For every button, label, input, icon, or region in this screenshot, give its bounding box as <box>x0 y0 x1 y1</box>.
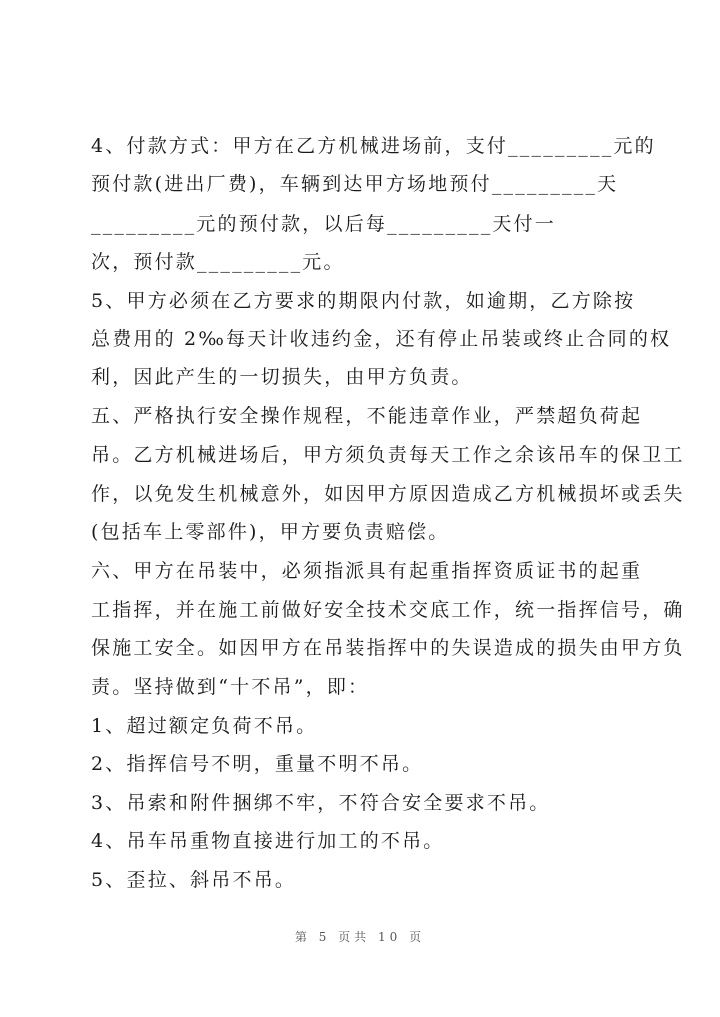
text-line: 2、指挥信号不明，重量不明不吊。 <box>91 753 424 775</box>
text-line: 预付款(进出厂费)，车辆到达甲方场地预付_________天 <box>91 173 619 195</box>
text-line: _________元的预付款，以后每_________天付一 <box>91 213 557 235</box>
text-line: 六、甲方在吊装中，必须指派具有起重指挥资质证书的起重 <box>91 560 643 582</box>
text-line: 五、严格执行安全操作规程，不能违章作业，严禁超负荷起 <box>91 405 643 427</box>
text-line: 3、吊索和附件捆绑不牢，不符合安全要求不吊。 <box>91 792 551 814</box>
page-number-footer: 第 5 页共 10 页 <box>294 930 426 944</box>
text-line: 作，以免发生机械意外，如因甲方原因造成乙方机械损坏或丢失 <box>91 483 685 505</box>
text-line: 利，因此产生的一切损失，由甲方负责。 <box>91 366 473 388</box>
text-line: 保施工安全。如因甲方在吊装指挥中的失误造成的损失由甲方负 <box>91 637 685 659</box>
text-line: 4、付款方式：甲方在乙方机械进场前，支付_________元的 <box>91 135 656 157</box>
text-line: 次，预付款_________元。 <box>91 251 345 273</box>
text-line: 1、超过额定负荷不吊。 <box>91 715 318 737</box>
text-line: 责。坚持做到“十不吊”，即： <box>91 676 370 698</box>
text-line: 4、吊车吊重物直接进行加工的不吊。 <box>91 830 445 852</box>
text-line: 5、歪拉、斜吊不吊。 <box>91 869 297 891</box>
text-line: (包括车上零部件)，甲方要负责赔偿。 <box>91 521 450 543</box>
text-line: 总费用的 2‰每天计收违约金，还有停止吊装或终止合同的权 <box>91 328 672 350</box>
text-line: 吊。乙方机械进场后，甲方须负责每天工作之余该吊车的保卫工 <box>91 444 685 466</box>
text-line: 工指挥，并在施工前做好安全技术交底工作，统一指挥信号，确 <box>91 599 685 621</box>
text-line: 5、甲方必须在乙方要求的期限内付款，如逾期，乙方除按 <box>91 290 636 312</box>
